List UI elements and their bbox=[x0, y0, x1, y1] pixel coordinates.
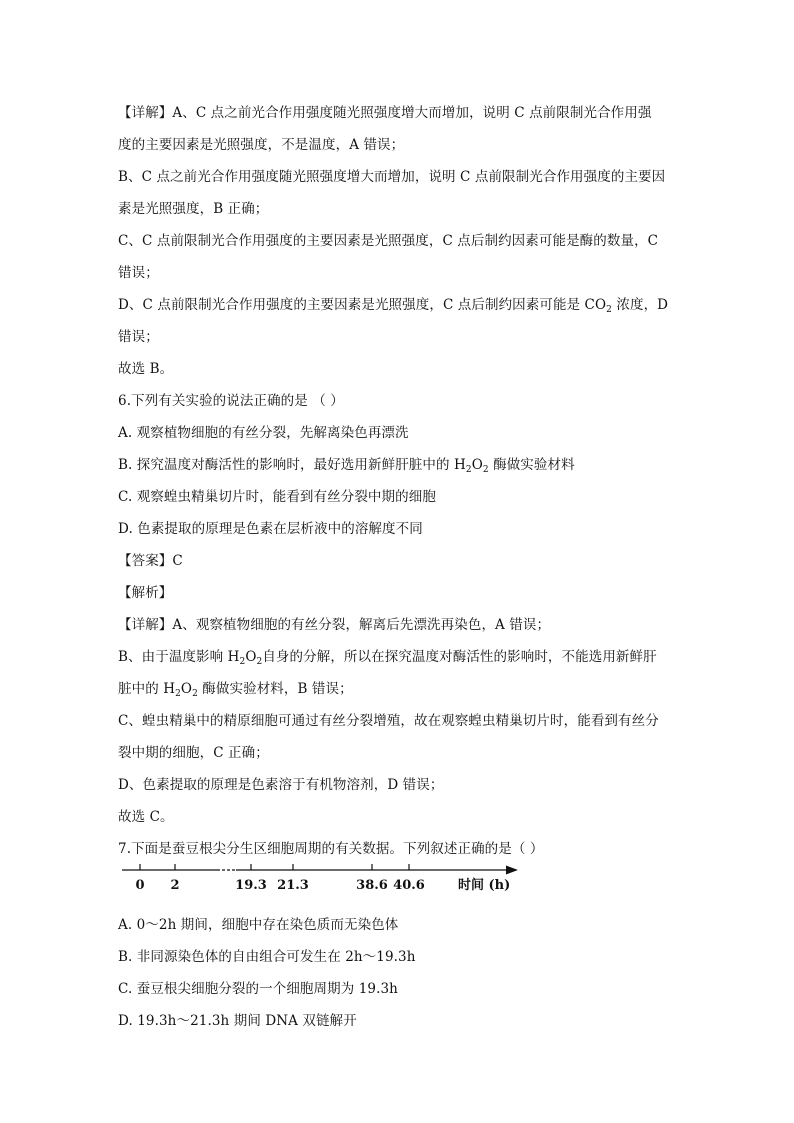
text-segment: 酶做实验材料 bbox=[488, 457, 575, 473]
text-line: 【详解】A、C 点之前光合作用强度随光照强度增大而增加，说明 C 点前限制光合作用强 bbox=[118, 105, 652, 121]
subscript: 2 bbox=[482, 465, 489, 475]
timeline-tick-label: 0 bbox=[135, 878, 145, 893]
text-line: D、色素提取的原理是色素溶于有机物溶剂，D 错误； bbox=[118, 777, 444, 793]
text-line: 度的主要因素是光照强度，不是温度，A 错误； bbox=[118, 137, 405, 153]
text-line bbox=[118, 648, 657, 666]
text-line: 素是光照强度，B 正确； bbox=[118, 201, 269, 217]
text-line: 错误； bbox=[118, 265, 159, 281]
text-line: C、C 点前限制光合作用强度的主要因素是光照强度，C 点后制约因素可能是酶的数量，C bbox=[118, 233, 659, 249]
timeline-axis-label: 时间 (h) bbox=[458, 878, 511, 893]
subscript: 2 bbox=[606, 305, 612, 315]
text-segment: D、C 点前限制光合作用强度的主要因素是光照强度，C 点后制约因素可能是 CO bbox=[118, 297, 607, 313]
subscript: 2 bbox=[465, 465, 472, 475]
question-7-option-a: A. 0～2h 期间，细胞中存在染色质而无染色体 bbox=[118, 917, 399, 933]
text-segment: 浓度，D bbox=[611, 297, 669, 313]
timeline-tick-label: 19.3 bbox=[235, 878, 267, 893]
text-segment: B. 探究温度对酶活性的影响时，最好选用新鲜肝脏中的 H bbox=[118, 457, 466, 473]
question-6-option-d: D. 色素提取的原理是色素在层析液中的溶解度不同 bbox=[118, 521, 423, 537]
question-6-option-a: A. 观察植物细胞的有丝分裂，先解离染色再漂洗 bbox=[118, 425, 409, 441]
cell-cycle-timeline bbox=[118, 858, 528, 908]
subscript: 2 bbox=[175, 689, 181, 699]
question-6-option-c: C. 观察蝗虫精巢切片时，能看到有丝分裂中期的细胞 bbox=[118, 489, 436, 505]
text-segment: 酶做实验材料，B 错误； bbox=[197, 681, 353, 697]
text-line: 裂中期的细胞，C 正确； bbox=[118, 745, 269, 761]
question-6-option-b bbox=[118, 456, 575, 474]
text-line: 故选 C。 bbox=[118, 809, 174, 825]
text-segment: 自身的分解，所以在探究温度对酶活性的影响时，不能选用新鲜肝 bbox=[262, 649, 657, 665]
text-segment: O bbox=[471, 457, 483, 473]
question-6-stem: 6.下列有关实验的说法正确的是 （ ） bbox=[118, 393, 344, 409]
text-line: C、蝗虫精巢中的精原细胞可通过有丝分裂增殖，故在观察蝗虫精巢切片时，能看到有丝分 bbox=[118, 713, 659, 729]
timeline-tick-label: 2 bbox=[170, 878, 180, 893]
question-7-stem: 7.下面是蚕豆根尖分生区细胞周期的有关数据。下列叙述正确的是（ ） bbox=[118, 841, 544, 857]
analysis-label: 【解析】 bbox=[118, 585, 173, 601]
timeline-tick-label: 21.3 bbox=[277, 878, 309, 893]
text-line: B、C 点之前光合作用强度随光照强度增大而增加，说明 C 点前限制光合作用强度的主要因 bbox=[118, 169, 666, 185]
timeline-svg bbox=[118, 858, 528, 898]
text-segment: B、由于温度影响 H bbox=[118, 649, 240, 665]
timeline-tick-label: 40.6 bbox=[393, 878, 425, 893]
text-line: 错误； bbox=[118, 329, 159, 345]
text-line: 【详解】A、观察植物细胞的有丝分裂，解离后先漂洗再染色，A 错误； bbox=[118, 617, 551, 633]
question-7-option-b: B. 非同源染色体的自由组合可发生在 2h～19.3h bbox=[118, 949, 416, 965]
text-segment: 脏中的 H bbox=[118, 681, 176, 697]
question-7-option-c: C. 蚕豆根尖细胞分裂的一个细胞周期为 19.3h bbox=[118, 981, 398, 997]
timeline-tick-label: 38.6 bbox=[356, 878, 388, 893]
text-line: 故选 B。 bbox=[118, 361, 174, 377]
text-line bbox=[118, 680, 353, 698]
question-7-option-d: D. 19.3h～21.3h 期间 DNA 双链解开 bbox=[118, 1013, 357, 1029]
text-line bbox=[118, 296, 668, 314]
subscript: 2 bbox=[239, 657, 246, 667]
text-segment: O bbox=[180, 681, 193, 697]
subscript: 2 bbox=[192, 689, 198, 699]
subscript: 2 bbox=[256, 657, 263, 667]
answer-label: 【答案】C bbox=[118, 553, 183, 569]
timeline-arrow-head bbox=[506, 866, 518, 875]
text-segment: O bbox=[245, 649, 257, 665]
